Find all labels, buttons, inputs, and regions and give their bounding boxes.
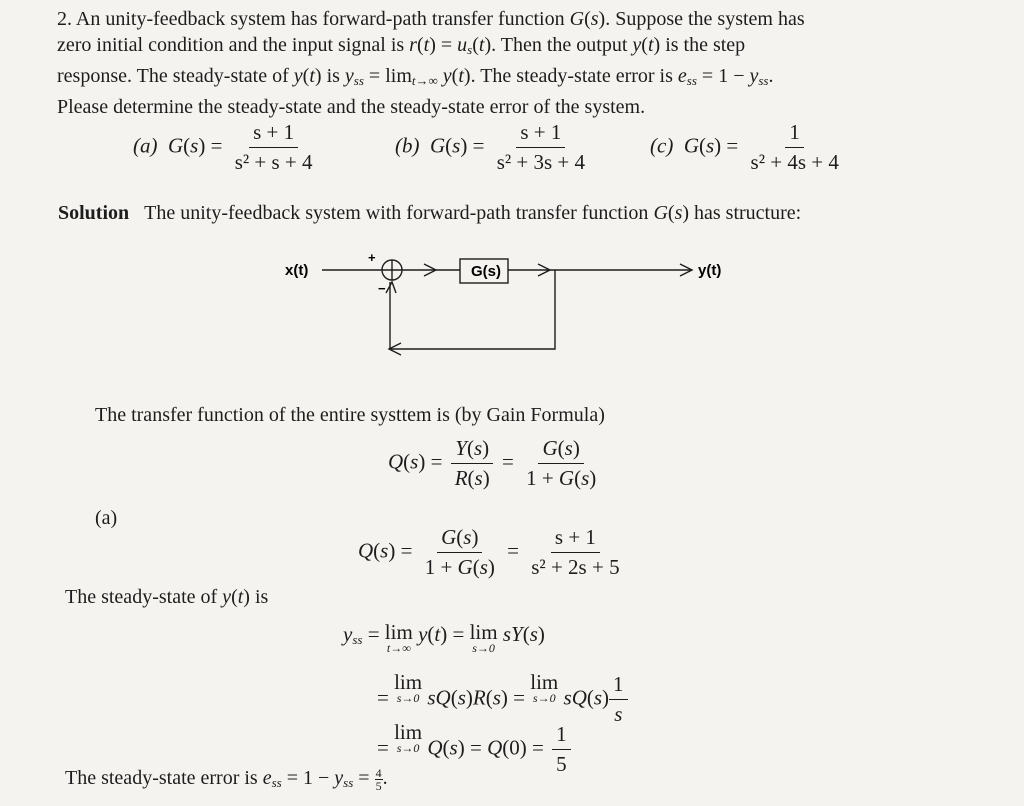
feedback-up-arrow (386, 282, 396, 293)
derivation-row-3: = lim s→0 Q(s) = Q(0) = $\frac{1}{5}$ (377, 722, 574, 777)
solution-line: Solution The unity-feedback system with forward-path transfer function G(s) has structure: (58, 202, 802, 224)
tf-f1-num: Y(s) (451, 436, 493, 464)
steady-state-intro: The steady-state of y(t) is (65, 586, 269, 608)
row1-expr-a: y(t) = (418, 622, 465, 646)
case-c-lhs: G(s) = (683, 133, 739, 158)
part-a-f1-num: G(s) (437, 525, 482, 553)
derivation-row-1 (343, 622, 545, 654)
part-a-f2-den: s² + 2s + 5 (531, 555, 620, 579)
problem-line-1: 2. An unity-feedback system has forward-path transfer function G(s). Suppose the system has (57, 8, 805, 30)
diagram-block-label: G(s) (471, 263, 501, 280)
part-a-lhs: Q(s) = (358, 538, 413, 563)
row2-frac: $\frac{1}{s}$ (609, 672, 628, 727)
case-a-lhs: G(s) = (168, 133, 223, 158)
part-a-fraction-1 (421, 525, 499, 580)
problem-line-2: zero initial condition and the input signal is $r(t) = u_s(t)$. Then the output y(t) is the step (57, 34, 746, 57)
tf-lhs: Q(s) = (388, 449, 443, 474)
case-b (395, 120, 592, 175)
case-b-lhs: G(s) = (430, 133, 485, 158)
diagram-plus-sign: + (368, 250, 376, 265)
row3-expr-a: Q(s) = Q(0) = (427, 735, 544, 760)
row1-lhs: $y_{ss}$ = (343, 622, 380, 647)
part-a-f2-num: s + 1 (551, 525, 600, 553)
block-diagram (270, 245, 730, 360)
tf-fraction-1 (451, 436, 494, 491)
diagram-output-label: y(t) (698, 262, 722, 279)
tf-fraction-2 (522, 436, 600, 491)
part-a-equation: Q(s) = $\frac{G(s)}{1 + G(s)}$ = $\frac{s + 1}{\text{s² + 2s + 5}}$ (358, 525, 627, 580)
part-a-fraction-2 (527, 525, 623, 580)
row2-expr-a: sQ(s)R(s) = (427, 685, 525, 710)
diagram-input-label: x(t) (285, 262, 309, 279)
row1-lim-b: lim s→0 (469, 620, 498, 655)
feedback-path (390, 270, 555, 349)
case-b-denominator: s² + 3s + 4 (496, 150, 586, 174)
part-a-f1-den: 1 + G(s) (424, 555, 495, 579)
row2-lim-b: lim s→0 (530, 670, 559, 705)
derivation-row-2: = lim s→0 sQ(s)R(s) = lim s→0 sQ(s) $\frac{1}{s}$ (377, 672, 631, 727)
problem-number: 2. (57, 8, 72, 30)
problem-line-4: Please determine the steady-state and the steady-state error of the system. (57, 96, 646, 118)
solution-heading: Solution (58, 202, 130, 224)
row2-expr-b: sQ(s) (563, 685, 610, 710)
case-b-label: (b) (395, 133, 420, 158)
case-c-fraction (747, 120, 843, 175)
part-a-label: (a) (95, 507, 118, 529)
diagram-minus-sign: − (378, 281, 386, 296)
case-a-denominator: s² + s + 4 (234, 150, 313, 174)
tf-f2-den: 1 + G(s) (526, 466, 597, 490)
row2-lim-a: lim s→0 (394, 670, 423, 705)
tf-f1-den: R(s) (454, 466, 490, 490)
error-fraction: $\frac{4}{5}$ (375, 765, 382, 793)
row3-frac: $\frac{1}{5}$ (552, 722, 571, 777)
error-line: The steady-state error is $e_{ss} = 1 - y_{ss}$ = $\frac{4}{5}$ . (65, 765, 388, 793)
row1-lim-a: lim t→∞ (384, 620, 413, 655)
case-a-numerator: s + 1 (249, 120, 298, 148)
case-b-numerator: s + 1 (516, 120, 565, 148)
tf-f2-num: G(s) (538, 436, 583, 464)
case-a (133, 120, 320, 175)
tf-equation: Q(s) = $\frac{Y(s)}{R(s)}$ = $\frac{G(s)}{1 + G(s)}$ (388, 436, 603, 491)
tf-intro: The transfer function of the entire systtem is (by Gain Formula) (95, 404, 605, 426)
case-c-numerator: 1 (785, 120, 804, 148)
problem-line-3: response. The steady-state of y(t) is $y_{ss} = \lim_{t\to\infty} y(t)$. The steady-state error is $e_{ss} = 1 - y_{ss}$. (57, 65, 774, 88)
row3-lim-a: lim s→0 (394, 720, 423, 755)
case-a-label: (a) (133, 133, 158, 158)
case-a-fraction (231, 120, 317, 175)
row1-expr-b: sY(s) (502, 622, 545, 646)
case-c (650, 120, 846, 175)
problem-statement (57, 6, 957, 120)
case-b-fraction (493, 120, 589, 175)
case-c-label: (c) (650, 133, 674, 158)
case-c-denominator: s² + 4s + 4 (750, 150, 839, 174)
